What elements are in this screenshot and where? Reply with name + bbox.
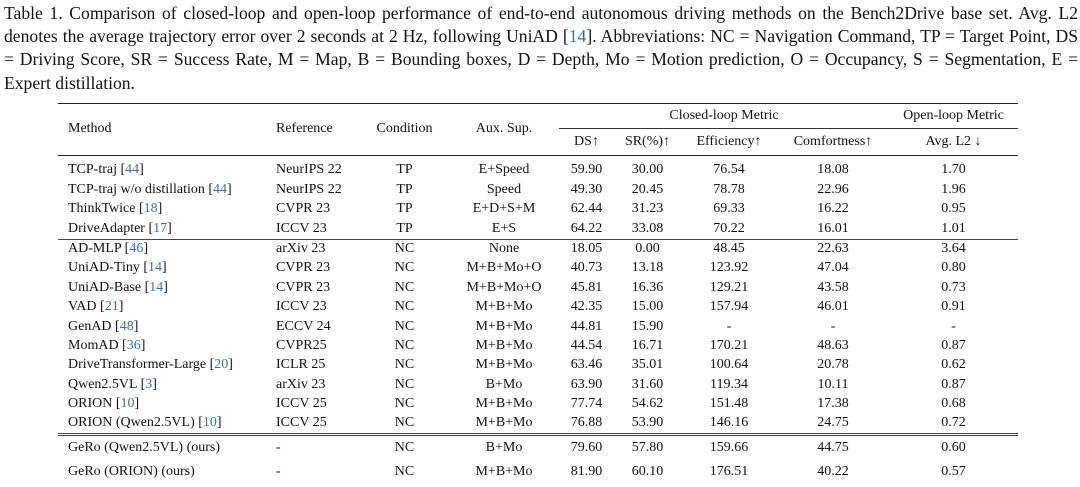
method-name: UniAD-Base [: [68, 279, 150, 295]
cell-sr: 31.23: [631, 201, 664, 217]
cell-comfortness: -: [830, 318, 836, 334]
cell-reference: arXiv 23: [276, 376, 326, 392]
cell-sr: 13.18: [631, 260, 664, 276]
method-name: UniAD-Tiny [: [68, 260, 148, 276]
cell-ds: 59.90: [559, 156, 614, 181]
cell-reference: -: [266, 435, 360, 461]
cell-method: [58, 375, 266, 394]
method-name: TCP-traj w/o distillation [: [68, 181, 214, 197]
table-row: [58, 375, 1018, 394]
cell-condition: NC: [360, 239, 449, 259]
cell-comfortness: 40.22: [817, 464, 849, 480]
cell-condition: NC: [394, 357, 415, 373]
cell-avg-l2: 1.96: [941, 181, 966, 197]
cell-aux-sup: M+B+Mo: [475, 357, 533, 373]
citation-link[interactable]: 21: [104, 299, 119, 315]
cell-reference: arXiv 23: [266, 239, 360, 259]
cell-efficiency: 100.64: [709, 357, 749, 373]
cell-efficiency: 123.92: [709, 260, 749, 276]
header-reference: Reference: [266, 104, 360, 156]
table-row: [58, 200, 1018, 219]
cell-sr: 57.80: [614, 435, 681, 461]
method-name: VAD [: [68, 299, 105, 315]
cell-sr: 33.08: [631, 220, 664, 236]
cell-comfortness: 44.75: [777, 435, 889, 461]
cell-ds: 81.90: [570, 464, 603, 480]
header-condition: Condition: [360, 104, 449, 156]
cell-ds: 77.74: [570, 396, 603, 412]
cell-comfortness: 16.01: [817, 220, 849, 236]
cell-avg-l2: 0.60: [889, 435, 1018, 461]
table-caption: [4, 2, 1078, 95]
citation-link[interactable]: 20: [214, 357, 229, 373]
cell-ds: 49.30: [570, 181, 603, 197]
cell-ds: 64.22: [570, 220, 603, 236]
cell-aux-sup: E+D+S+M: [472, 201, 536, 217]
cell-ds: 18.05: [559, 239, 614, 259]
cell-ds: 63.90: [570, 376, 603, 392]
cell-method: [58, 317, 266, 336]
citation-link[interactable]: 10: [120, 396, 135, 412]
cell-efficiency: 159.66: [681, 435, 777, 461]
cell-ds: 45.81: [570, 279, 603, 295]
cell-method: [58, 460, 266, 484]
cell-avg-l2: 0.91: [941, 299, 966, 315]
cell-ds: 63.46: [570, 357, 603, 373]
cell-condition: NC: [394, 260, 415, 276]
cell-method: [58, 239, 266, 259]
cell-ds: 76.88: [570, 415, 603, 431]
method-name: TCP-traj [: [68, 162, 126, 178]
cell-comfortness: 24.75: [817, 415, 849, 431]
cell-sr: 30.00: [614, 156, 681, 181]
cell-reference: ECCV 24: [276, 318, 331, 334]
method-name: MomAD [: [68, 337, 127, 353]
cell-sr: 16.36: [631, 279, 664, 295]
table-row: [58, 337, 1018, 356]
cell-reference: CVPR 23: [276, 279, 331, 295]
cell-sr: 53.90: [631, 415, 664, 431]
method-name: ORION (Qwen2.5VL) [: [68, 415, 203, 431]
citation-link[interactable]: 3: [145, 376, 153, 392]
citation-bracket: ]: [163, 279, 168, 295]
table-row: [58, 239, 1018, 259]
cell-condition: NC: [360, 435, 449, 461]
cell-method: [58, 435, 266, 461]
cell-condition: NC: [394, 299, 415, 315]
header-ds: DS↑: [559, 129, 614, 156]
cell-efficiency: 48.45: [681, 239, 777, 259]
cell-efficiency: 119.34: [710, 376, 748, 392]
cell-ds: 62.44: [570, 201, 603, 217]
citation-bracket: ]: [162, 260, 167, 276]
citation-link[interactable]: 46: [129, 240, 144, 256]
cell-aux-sup: E+Speed: [449, 156, 559, 181]
cell-aux-sup: M+B+Mo: [475, 415, 533, 431]
cell-sr: 60.10: [631, 464, 664, 480]
cell-condition: NC: [394, 279, 415, 295]
cell-avg-l2: -: [951, 318, 956, 334]
cell-reference: CVPR 23: [276, 260, 331, 276]
table-row: [58, 156, 1018, 181]
method-name: DriveAdapter [: [68, 220, 154, 236]
method-name: GenAD [: [68, 318, 120, 334]
cell-ds: 42.35: [570, 299, 603, 315]
method-name: ThinkTwice [: [68, 201, 144, 217]
header-method: Method: [58, 104, 266, 156]
cell-comfortness: 22.63: [777, 239, 889, 259]
cell-efficiency: 176.51: [709, 464, 749, 480]
cell-avg-l2: 0.87: [941, 337, 966, 353]
cell-efficiency: 157.94: [709, 299, 749, 315]
caption-citation-link[interactable]: 14: [568, 26, 587, 47]
cell-condition: TP: [360, 156, 449, 181]
cell-avg-l2: 0.62: [941, 357, 966, 373]
citation-link[interactable]: 48: [119, 318, 134, 334]
cell-method: [58, 180, 266, 199]
cell-sr: 20.45: [631, 181, 664, 197]
citation-link[interactable]: 36: [126, 337, 141, 353]
cell-method: [58, 156, 266, 181]
citation-bracket: ]: [134, 396, 140, 412]
method-name: AD-MLP [: [68, 240, 130, 256]
citation-bracket: ]: [143, 240, 148, 256]
method-name: ORION [: [68, 396, 121, 412]
cell-condition: NC: [394, 464, 415, 480]
cell-aux-sup: M+B+Mo+O: [466, 279, 542, 295]
cell-method: [58, 356, 266, 375]
cell-avg-l2: 0.87: [941, 376, 966, 392]
method-name: GeRo (Qwen2.5VL) (ours): [68, 440, 221, 456]
cell-reference: ICCV 23: [276, 299, 327, 315]
cell-aux-sup: M+B+Mo: [475, 396, 533, 412]
citation-bracket: ]: [133, 318, 139, 334]
cell-sr: 16.71: [631, 337, 664, 353]
header-sr: SR(%)↑: [614, 129, 681, 156]
cell-aux-sup: M+B+Mo: [475, 318, 533, 334]
cell-sr: 15.90: [631, 318, 664, 334]
cell-aux-sup: E+S: [491, 220, 517, 236]
cell-method: [58, 278, 266, 297]
table-row: [58, 356, 1018, 375]
citation-bracket: ]: [139, 162, 144, 178]
cell-method: [58, 395, 266, 414]
citation-link[interactable]: 17: [153, 220, 168, 236]
cell-method: [58, 219, 266, 239]
cell-reference: CVPR 23: [276, 201, 331, 217]
citation-bracket: ]: [216, 415, 222, 431]
cell-condition: TP: [396, 220, 413, 236]
cell-reference: ICCV 25: [276, 415, 327, 431]
cell-aux-sup: M+B+Mo+O: [466, 260, 542, 276]
cell-reference: ICCV 23: [276, 220, 327, 236]
cell-aux-sup: M+B+Mo: [475, 299, 533, 315]
cell-ds: 40.73: [570, 260, 603, 276]
cell-aux-sup: None: [449, 239, 559, 259]
cell-efficiency: -: [726, 318, 732, 334]
table-row: [58, 219, 1018, 239]
cell-comfortness: 22.96: [817, 181, 849, 197]
caption-suffix: ]. Abbreviations: NC = Navigation Command, TP = Target Point, DS = Driving Score, SR = Success Rate, M = Map, B = Bounding boxes, D = Depth, Mo = Motion prediction, O = Occupancy, S = Segmentation, E = Expert distillation.: [4, 26, 1078, 93]
cell-method: [58, 298, 266, 317]
cell-condition: NC: [394, 376, 415, 392]
table-row: [58, 317, 1018, 336]
cell-avg-l2: 0.68: [941, 396, 966, 412]
cell-comfortness: 43.58: [817, 279, 849, 295]
citation-link[interactable]: 14: [149, 279, 164, 295]
citation-link[interactable]: 44: [125, 162, 140, 178]
cell-aux-sup: M+B+Mo: [475, 337, 533, 353]
cell-avg-l2: 0.72: [941, 415, 966, 431]
cell-efficiency: 70.22: [713, 220, 745, 236]
method-name: GeRo (ORION) (ours): [68, 464, 195, 480]
comparison-table-container: [58, 103, 1018, 484]
cell-condition: NC: [394, 415, 415, 431]
citation-bracket: ]: [118, 299, 124, 315]
cell-reference: NeurIPS 22: [266, 156, 360, 181]
cell-comfortness: 17.38: [817, 396, 849, 412]
cell-sr: 54.62: [631, 396, 664, 412]
cell-aux-sup: B+Mo: [485, 376, 523, 392]
cell-ds: 44.54: [570, 337, 603, 353]
header-efficiency: Efficiency↑: [681, 129, 777, 156]
cell-comfortness: 46.01: [817, 299, 849, 315]
cell-comfortness: 47.04: [817, 260, 849, 276]
cell-comfortness: 20.78: [817, 357, 849, 373]
caption-prefix: Table 1. Comparison of closed-loop and open-loop performance of end-to-end autonomous driving methods on the Bench2Drive base set. Avg. L2 denotes the average trajectory error over 2 seconds at 2 Hz, following UniAD [: [4, 3, 1078, 47]
cell-condition: NC: [394, 337, 415, 353]
table-row: [58, 278, 1018, 297]
method-name: Qwen2.5VL [: [68, 376, 146, 392]
header-open-loop-group: Open-loop Metric: [889, 104, 1018, 129]
citation-link[interactable]: 44: [213, 181, 228, 197]
cell-avg-l2: 0.73: [941, 279, 966, 295]
cell-reference: ICCV 25: [276, 396, 327, 412]
cell-avg-l2: 1.01: [941, 220, 966, 236]
cell-ds: 44.81: [570, 318, 603, 334]
citation-bracket: ]: [140, 337, 146, 353]
cell-efficiency: 146.16: [709, 415, 749, 431]
table-row: [58, 460, 1018, 484]
citation-link[interactable]: 18: [143, 201, 158, 217]
cell-avg-l2: 0.80: [941, 260, 966, 276]
citation-bracket: ]: [157, 201, 163, 217]
citation-bracket: ]: [167, 220, 172, 236]
cell-reference: ICLR 25: [276, 357, 326, 373]
cell-method: [58, 259, 266, 278]
cell-ds: 79.60: [559, 435, 614, 461]
header-aux-sup: Aux. Sup.: [449, 104, 559, 156]
cell-reference: NeurIPS 22: [276, 181, 342, 197]
citation-link[interactable]: 10: [202, 415, 217, 431]
cell-avg-l2: 3.64: [889, 239, 1018, 259]
cell-reference: CVPR25: [276, 337, 327, 353]
cell-comfortness: 48.63: [817, 337, 849, 353]
cell-reference: -: [276, 464, 281, 480]
table-row: [58, 435, 1018, 461]
method-name: DriveTransformer-Large [: [68, 357, 215, 373]
cell-aux-sup: Speed: [486, 181, 522, 197]
cell-condition: NC: [394, 318, 415, 334]
cell-method: [58, 414, 266, 435]
cell-condition: TP: [396, 181, 413, 197]
cell-sr: 31.60: [631, 376, 664, 392]
cell-method: [58, 200, 266, 219]
cell-comfortness: 10.11: [817, 376, 849, 392]
cell-avg-l2: 0.57: [941, 464, 966, 480]
cell-aux-sup: M+B+Mo: [475, 464, 533, 480]
header-avg-l2: Avg. L2 ↓: [889, 129, 1018, 156]
cell-efficiency: 76.54: [681, 156, 777, 181]
cell-condition: NC: [394, 396, 415, 412]
cell-avg-l2: 0.95: [941, 201, 966, 217]
table-body: [58, 156, 1018, 485]
citation-bracket: ]: [228, 357, 233, 373]
header-closed-loop-group: Closed-loop Metric: [559, 104, 889, 129]
cell-sr: 15.00: [631, 299, 664, 315]
comparison-table: [58, 103, 1018, 484]
table-row: [58, 298, 1018, 317]
table-row: [58, 414, 1018, 435]
cell-sr: 0.00: [614, 239, 681, 259]
cell-method: [58, 337, 266, 356]
cell-avg-l2: 1.70: [889, 156, 1018, 181]
table-row: [58, 180, 1018, 199]
table-row: [58, 395, 1018, 414]
cell-efficiency: 151.48: [709, 396, 749, 412]
table-row: [58, 259, 1018, 278]
citation-bracket: ]: [227, 181, 232, 197]
cell-efficiency: 170.21: [709, 337, 749, 353]
cell-aux-sup: B+Mo: [449, 435, 559, 461]
citation-bracket: ]: [152, 376, 157, 392]
cell-efficiency: 69.33: [713, 201, 745, 217]
header-comfortness: Comfortness↑: [777, 129, 889, 156]
cell-sr: 35.01: [631, 357, 664, 373]
citation-link[interactable]: 14: [148, 260, 162, 276]
cell-comfortness: 16.22: [817, 201, 849, 217]
cell-condition: TP: [396, 201, 413, 217]
cell-comfortness: 18.08: [777, 156, 889, 181]
cell-efficiency: 129.21: [709, 279, 749, 295]
cell-efficiency: 78.78: [713, 181, 745, 197]
